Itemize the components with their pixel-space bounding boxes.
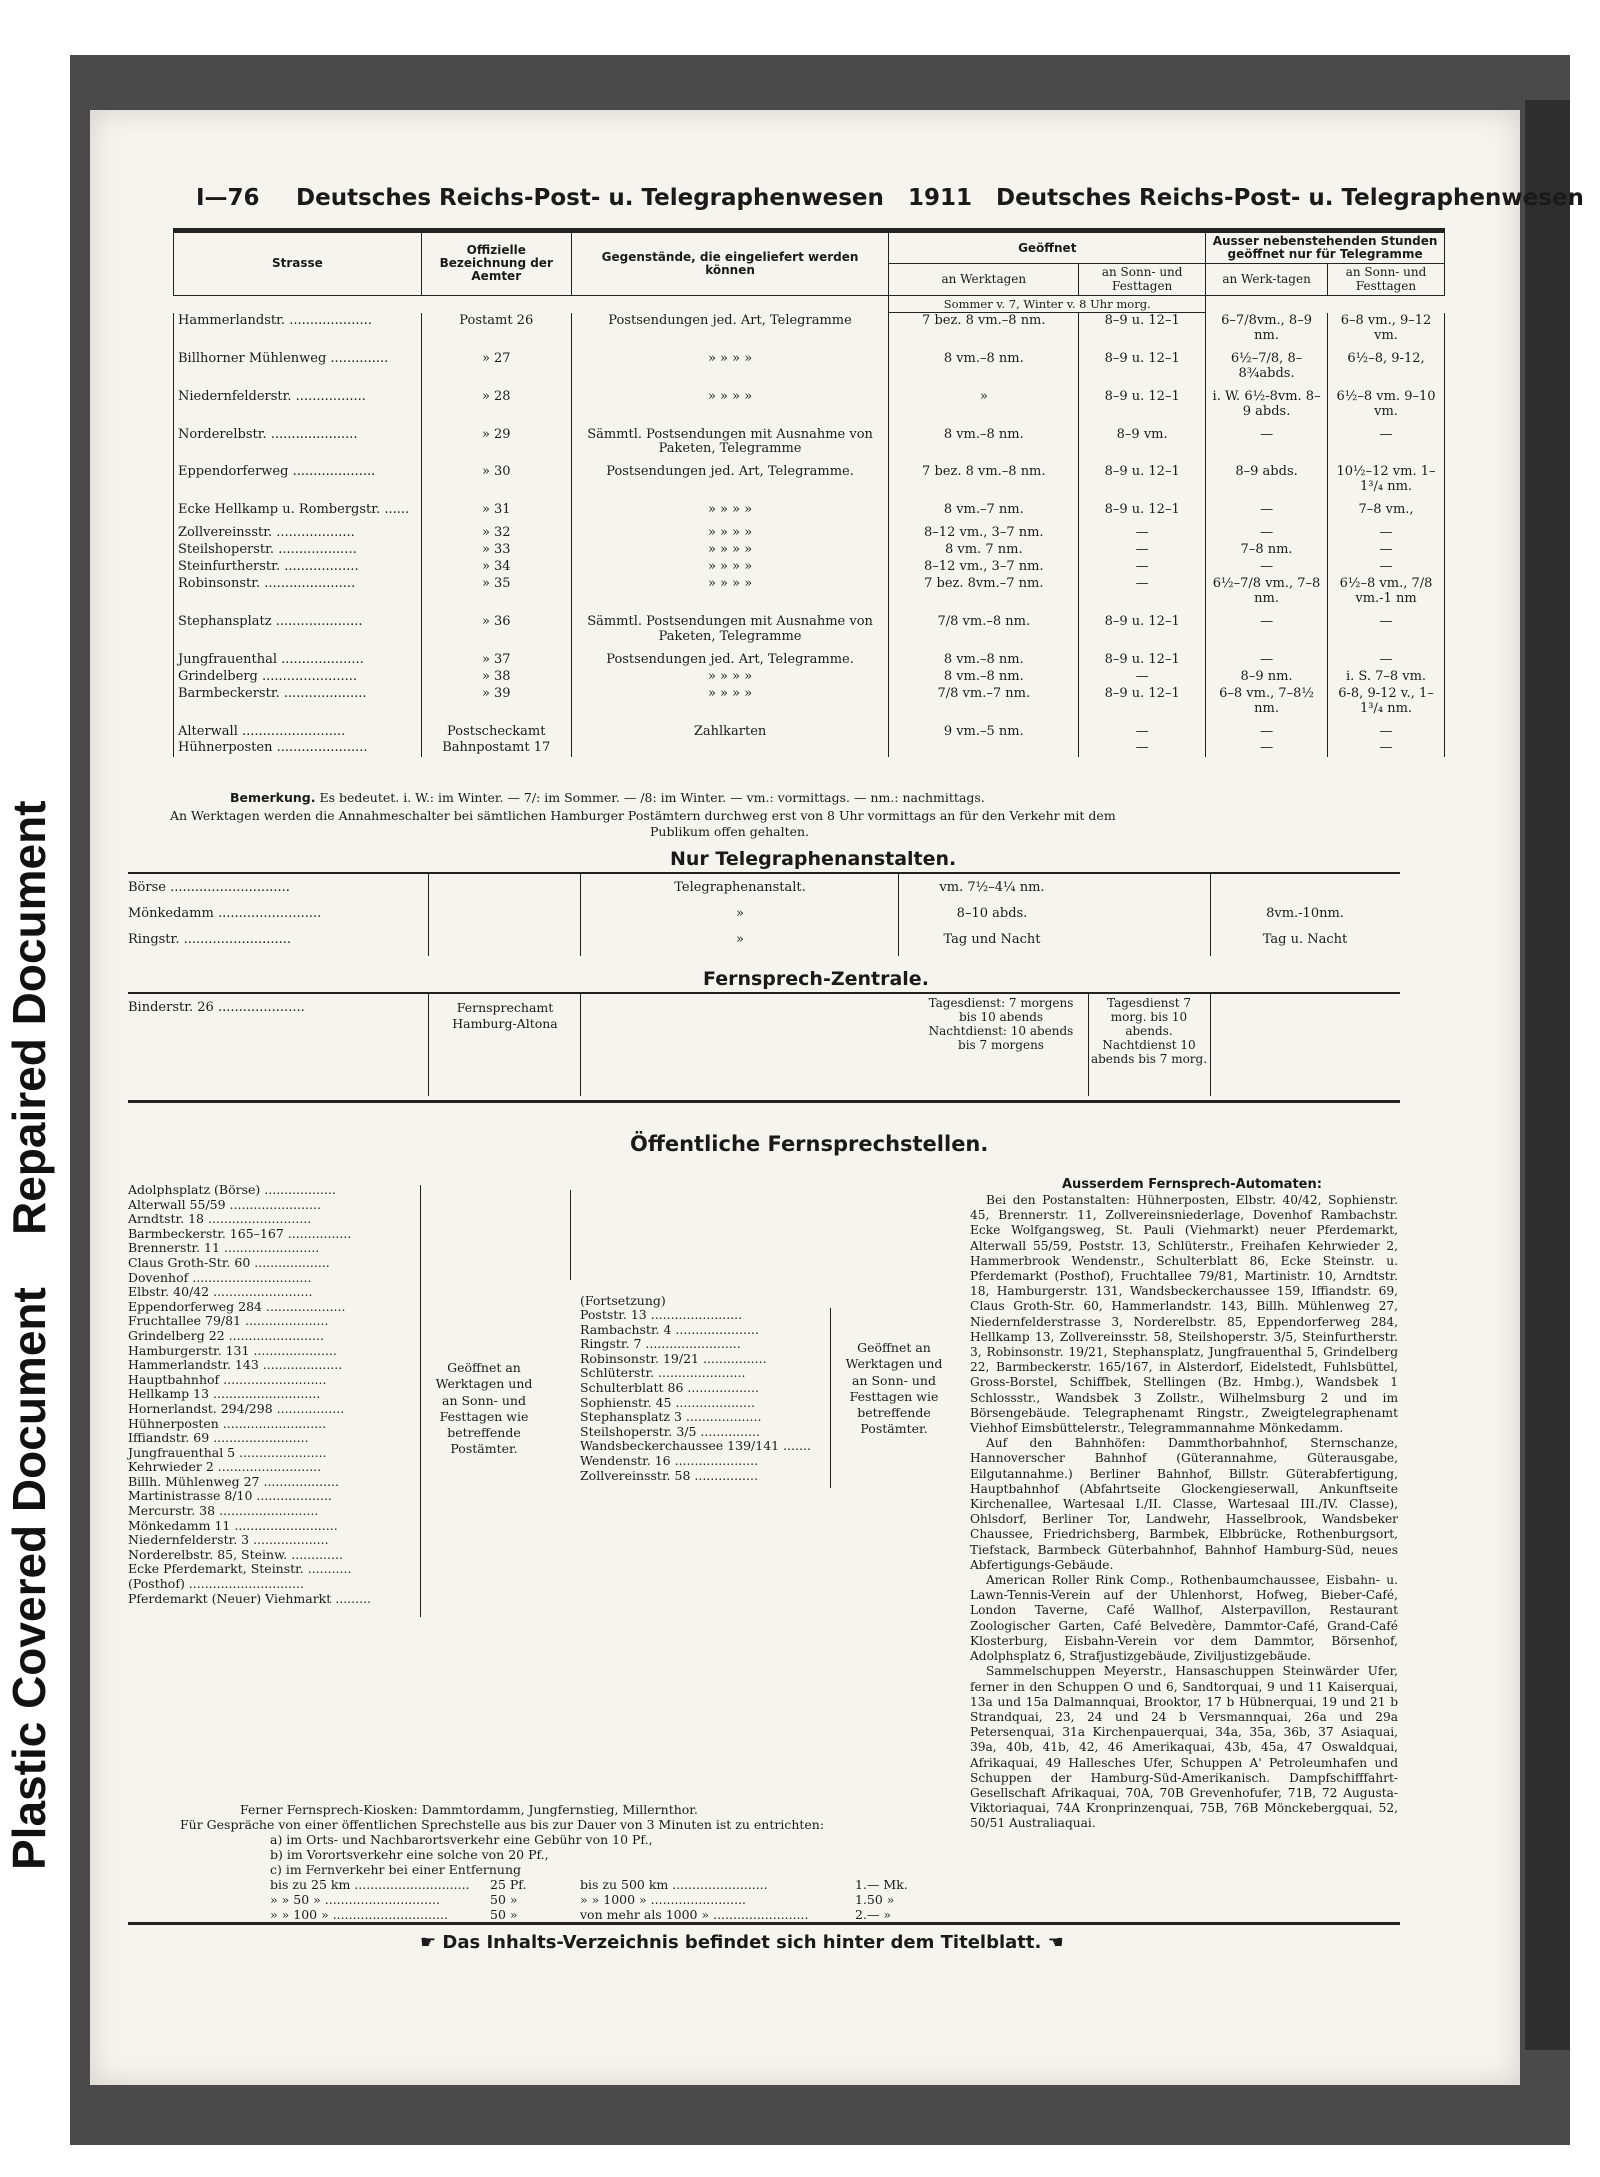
col-sonn: an Sonn- und Festtagen [1079, 264, 1206, 295]
cell-sonn: 8–9 u. 12–1 [1079, 345, 1206, 383]
list-item: Hamburgerstr. 131 ..................... [128, 1342, 337, 1358]
cell-aw: 6–7/8vm., 8–9 nm. [1206, 313, 1328, 345]
cell-werk: » [889, 383, 1079, 421]
cell-amt: » 34 [421, 559, 571, 576]
list-item: Rambachstr. 4 ..................... [580, 1321, 759, 1337]
col-geoeffnet: Geöffnet [889, 233, 1206, 264]
header-right-title: Deutsches Reichs-Post- u. Telegraphenwesen [996, 185, 1584, 211]
list-item: Hammerlandstr. 143 .................... [128, 1357, 343, 1373]
footer-b: b) im Vorortsverkehr eine solche von 20 Pf., [270, 1847, 549, 1862]
cell-strasse: Eppendorferweg .................... [174, 458, 422, 496]
list-item: Ecke Pferdemarkt, Steinstr. ........... [128, 1561, 352, 1577]
cell-gegen: » » » » [571, 383, 889, 421]
cell-werk: 8 vm.–8 nm. [889, 669, 1079, 686]
automaten-bahnhoefe: Auf den Bahnhöfen: Dammthorbahnhof, Sternschanze, Hannoverscher Bahnhof (Güterannahme, Güterausgabe, Eilgutannahme.) Berliner Bahnhof, Billstr. Güterabfertigung, Hauptbahnhof (Abfahrtseite Glockengieserwall, Ankunftseite Kirchenallee, Wartesaal I./II. Classe, Wartesaal III./IV. Classe), Ohlsdorf, Berliner Tor, Landwehr, Hasselbrook, Wandsbeker Chaussee, Friedrichsberg, Barmbek, Elbbrücke, Rothenburgsort, Tiefstack, Barmbeck Güterbahnhof, Bahnhof Hamburg-Süd, neues Abfertigungs-Gebäude. [970, 1436, 1398, 1572]
cell-as: 6½–8, 9-12, [1328, 345, 1445, 383]
list-item: Wandsbeckerchaussee 139/141 ....... [580, 1438, 811, 1454]
cell-aw: — [1206, 519, 1328, 542]
table-row [174, 740, 1445, 757]
oeffentliche-note-1: Geöffnet an Werktagen und an Sonn- und Festtagen wie betreffende Postämter. [435, 1360, 533, 1457]
list-item: Martinistrasse 8/10 ................... [128, 1488, 332, 1504]
cell-sonn: 8–9 vm. [1079, 421, 1206, 459]
cell-amt: » 27 [421, 345, 571, 383]
cell-werk: 8 vm.–8 nm. [889, 421, 1079, 459]
cell-aw: — [1206, 496, 1328, 519]
cell-strasse: Ecke Hellkamp u. Rombergstr. ...... [174, 496, 422, 519]
scan-binding [1525, 100, 1570, 2050]
cell-as: 6–8 vm., 9–12 vm. [1328, 313, 1445, 345]
cell-aw: i. W. 6½-8vm. 8–9 abds. [1206, 383, 1328, 421]
cell-amt: Postamt 26 [421, 313, 571, 345]
zentrale-werk: Tagesdienst: 7 morgens bis 10 abends Nachtdienst: 10 abends bis 7 morgens [928, 996, 1074, 1052]
cell-werk: 7/8 vm.–8 nm. [889, 608, 1079, 646]
list-item: Barmbeckerstr. 165–167 ................ [128, 1225, 352, 1241]
cell-werk: 8 vm.–8 nm. [889, 646, 1079, 669]
cell-as: i. S. 7–8 vm. [1328, 669, 1445, 686]
cell-gegen: Zahlkarten [571, 718, 889, 741]
table-row [174, 542, 1445, 559]
cell-sonn: 8–9 u. 12–1 [1079, 313, 1206, 345]
oeffentliche-list-2 [580, 1308, 811, 1483]
cell-sonn: — [1079, 669, 1206, 686]
table-row [174, 519, 1445, 542]
cell-amt: » 33 [421, 542, 571, 559]
cell-as: 6½–8 vm., 7/8 vm.-1 nm [1328, 576, 1445, 608]
oeffentliche-title: Öffentliche Fernsprechstellen. [630, 1132, 989, 1156]
cell-gegen [571, 740, 889, 757]
list-item: Arndtstr. 18 .......................... [128, 1211, 312, 1227]
cell-as: — [1328, 718, 1445, 741]
page-header [196, 185, 1584, 225]
table-row [174, 686, 1445, 718]
table-row [174, 669, 1445, 686]
list-item: (Posthof) ............................. [128, 1576, 305, 1592]
cell-sonn: 8–9 u. 12–1 [1079, 646, 1206, 669]
cell-werk: 8 vm. 7 nm. [889, 542, 1079, 559]
cell-gegen: » » » » [571, 542, 889, 559]
cell-sonn: 8–9 u. 12–1 [1079, 608, 1206, 646]
pointing-hand-left-icon: ☚ [1041, 1932, 1064, 1953]
list-item: Schlüterstr. ...................... [580, 1365, 746, 1381]
cell-as: — [1328, 646, 1445, 669]
cell-strasse: Robinsonstr. ...................... [174, 576, 422, 608]
col-bezeichnung: Offizielle Bezeichnung der Aemter [421, 233, 571, 296]
side-label-plastic: Plastic Covered Document [3, 1287, 55, 1870]
cell-as: — [1328, 740, 1445, 757]
automaten-title: Ausserdem Fernsprech-Automaten: [1062, 1177, 1322, 1192]
list-item: Kehrwieder 2 .......................... [128, 1459, 322, 1475]
list-item: Ringstr. 7 ........................ [580, 1336, 741, 1352]
cell-werk: 8 vm.–7 nm. [889, 496, 1079, 519]
cell-amt: » 35 [421, 576, 571, 608]
list-item: Billh. Mühlenweg 27 ................... [128, 1473, 339, 1489]
cell-strasse: Steilshoperstr. ................... [174, 542, 422, 559]
cell-strasse: Jungfrauenthal .................... [174, 646, 422, 669]
cell-gegen: Postsendungen jed. Art, Telegramme [571, 313, 889, 345]
table-row [174, 646, 1445, 669]
list-item: Wendenstr. 16 ..................... [580, 1452, 759, 1468]
bemerkung [230, 790, 985, 805]
cell-werk: 7 bez. 8 vm.–8 nm. [889, 313, 1079, 345]
cell-as: 7–8 vm., [1328, 496, 1445, 519]
document-page: I—76 Deutsches Reichs-Post- u. Telegraphenwesen 1911 Deutsches Reichs-Post- u. Telegraphenwesen Strasse Offizielle Bezeichnung der Aemter Gegenstände, die eingeliefert werden können Geöffnet Ausser nebenstehenden Stunden geöffnet nur für Telegramme an Werktagen an Sonn- und Festtagen an Werk-tagen an Sonn- und Festtagen Sommer v. 7, Winter v. 8 Uhr morg. Hammerlandstr. .................... Postamt 26 Postsendungen jed. Art, Telegramme 7 bez. 8 vm.–8 nm. 8–9 u. 12–1 6–7/8vm., 8–9 nm. 6–8 vm., 9–12 vm. Billhorner Mühlenweg .............. » 27 » » » » 8 vm.–8 nm. 8–9 u. 12–1 6½–7/8, 8–8¾abds. 6½–8, 9-12, Niedernfelderstr. ................. » 28 » » » » » 8–9 u. 12–1 i. W. 6½-8vm. 8–9 abds. 6½–8 vm. 9–10 vm. Norderelbstr. ..................... » 29 Sämmtl. Postsendungen mit Ausnahme von Paketen, Telegramme 8 vm.–8 nm. 8–9 vm. — — Eppendorferweg .................... » 30 Postsendungen jed. Art, Telegramme. 7 bez. 8 vm.–8 nm. 8–9 u. 12–1 8–9 abds. 10½–12 vm. 1–1³/₄ nm. Ecke Hellkamp u. Rombergstr. ...... » 31 » » » » 8 vm.–7 nm. 8–9 u. 12–1 — 7–8 vm., Zollvereinsstr. ................... » 32 » » » » 8–12 vm., 3–7 nm. — — — Steilshoperstr. ................... » 33 » » » » 8 vm. 7 nm. — 7–8 nm. — Steinfurtherstr. .................. » 34 » » » » 8–12 vm., 3–7 nm. — — — Robinsonstr. ...................... » 35 » » » » 7 bez. 8vm.–7 nm. — 6½–7/8 vm., 7–8 nm. 6½–8 vm., 7/8 vm.-1 nm Stephansplatz ..................... » 36 Sämmtl. Postsendungen mit Ausnahme von Paketen, Telegramme 7/8 vm.–8 nm. 8–9 u. 12–1 — — Jungfrauenthal .................... » 37 Postsendungen jed. Art, Telegramme. 8 vm.–8 nm. 8–9 u. 12–1 — — Grindelberg ....................... » 38 » » » » 8 vm.–8 nm. — 8–9 nm. i. S. 7–8 vm. Barmbeckerstr. .................... » 39 » » » » 7/8 vm.–7 nm. 8–9 u. 12–1 6–8 vm., 7–8½ nm. 6-8, 9-12 v., 1–1³/₄ nm. Alterwall ......................... Postscheckamt Zahlkarten 9 vm.–5 nm. — — — Hühnerposten ...................... Bahnpostamt 17 — — — Bemerkung. Es bedeutet. i. W.: im Winter. — 7/: im Sommer. — /8: im Winter. — vm.: vormittags. — nm.: nachmittags. An Werktagen werden die Annahmeschalter bei sämtlichen Hamburger Postämtern durchweg erst von 8 Uhr vormittags an für den Verkehr mit dem Publikum offen gehalten. Nur Telegraphenanstalten. Börse ............................. Telegraphenanstalt. vm. 7½–4¼ nm. Mönkedamm ......................... » 8–10 abds. 8vm.-10nm. Ringstr. .......................... » Tag und Nacht Tag u. Nacht Fernsprech-Zentrale. Binderstr. 26 ..................... Fernsprechamt Hamburg-Altona Tagesdienst: 7 morgens bis 10 abends Nachtdienst: 10 abends bis 7 morgens Tagesdienst 7 morg. bis 10 abends. Nachtdienst 10 abends bis 7 morg. Öffentliche Fernsprechstellen. Adolphsplatz (Börse) .................. Alterwall 55/59 ....................... Arndtstr. 18 .......................... Barmbeckerstr. 165–167 ................ Brennerstr. 11 ........................ Claus Groth-Str. 60 ................... Dovenhof .............................. Elbstr. 40/42 ......................... Eppendorferweg 284 .................... Fruchtallee 79/81 ..................... Grindelberg 22 ........................ Hamburgerstr. 131 ..................... Hammerlandstr. 143 .................... Hauptbahnhof .......................... Hellkamp 13 ........................... Hornerlandst. 294/298 ................. Hühnerposten .......................... Iffiandstr. 69 ........................ Jungfrauenthal 5 ...................... Kehrwieder 2 .......................... Billh. Mühlenweg 27 ................... Martinistrasse 8/10 ................... Mercurstr. 38 ......................... Mönkedamm 11 .......................... Niedernfelderstr. 3 ................... Norderelbstr. 85, Steinw. ............. Ecke Pferdemarkt, Steinstr. ........... (Posthof) ............................. Pferdemarkt (Neuer) Viehmarkt ......... Geöffnet an Werktagen und an Sonn- und Festtagen wie betreffende Postämter. (Fortsetzung) Poststr. 13 ....................... Rambachstr. 4 ..................... Ringstr. 7 ........................ Robinsonstr. 19/21 ................ Schlüterstr. ...................... Schulterblatt 86 .................. Sophienstr. 45 .................... Stephansplatz 3 ................... Steilshoperstr. 3/5 ............... Wandsbeckerchaussee 139/141 ....... Wendenstr. 16 ..................... Zollvereinsstr. 58 ................ Geöffnet an Werktagen und an Sonn- und Festtagen wie betreffende Postämter. Ausserdem Fernsprech-Automaten: Bei den Postanstalten: Hühnerposten, Elbstr. 40/42, Sophienstr. 45, Brennerstr. 11, Zollvereinsniederlage, Dovenhof Rambachstr. Ecke Wolfgangsweg, St. Pauli (Viehmarkt) neuer Pferdemarkt, Alterwall 55/59, Poststr. 13, Schlüterstr., Freihafen Kehrwieder 2, Hammerbrook Wendenstr., Schulterblatt 86, Ecke Steinstr. u. Pferdemarkt (Posthof), Fruchtallee 79/81, Martinistr. 10, Arndtstr. 18, Hamburgerstr. 131, Wandsbeckerchaussee 159, Iffiandstr. 69, Claus Groth-Str. 60, Hammerlandstr. 143, Billh. Mühlenweg 27, Niedernfelderstrasse 3, Norderelbstr. 85, Eppendorferweg 284, Hellkamp 13, Zollvereinsstr. 58, Steilshoperstr. 3/5, Steinfurtherstr. 3, Robinsonstr. 19/21, Stephansplatz, Jungfrauenthal 5, Grindelberg 22, Barmbeckerstr. 165/167, in Alsterdorf, Eidelstedt, Fuhlsbüttel, Gross-Borstel, Schiffbek, Stellingen (Bz. Hmbg.), Wandsbek 1 Schlossstr., Wandsbek 3 Zollstr., Wilhelmsburg 2 und im Börsengebäude. Telegraphenamt Ringstr., Zweigtelegraphenamt Viehhof Eimsbüttelerstr., Telegrammannahme Mönkedamm. Auf den Bahnhöfen: Dammthorbahnhof, Sternschanze, Hannoverscher Bahnhof (Güterannahme, Güterausgabe, Eilgutannahme.) Berliner Bahnhof, Billstr. Güterabfertigung, Hauptbahnhof (Abfahrtseite Glockengieserwall, Ankunftseite Kirchenallee, Wartesaal I./II. Classe, Wartesaal III./IV. Classe), Ohlsdorf, Berliner Tor, Landwehr, Hasselbrook, Wandsbeker Chaussee, Friedrichsberg, Barmbek, Elbbrücke, Rothenburgsort, Tiefstack, Barmbeck Güterbahnhof, Bahnhof Hamburg-Süd, neues Abfertigungs-Gebäude. American Roller Rink Comp., Rothenbaumchaussee, Eisbahn- u. Lawn-Tennis-Verein auf der Uhlenhorst, Hofweg, Bieber-Café, London Taverne, Café Wallhof, Alsterpavillon, Restaurant Zoologischer Garten, Café Belvedère, Dammtor-Café, Grand-Café Klosterburg, Eisbahn-Verein vor dem Dammtor, Börsenhof, Adolphsplatz 6, Strafjustizgebäude, Ziviljustizgebäude. Sammelschuppen Meyerstr., Hansaschuppen Steinwärder Ufer, ferner in den Schuppen O und 6, Sandtorquai, 9 und 11 Kaiserquai, 13a und 15a Dalmannquai, Brooktor, 17 b Hübnerquai, 19 und 21 b Strandquai, 23, 24 und 24 b Versmannquai, 26a und 29a Petersenquai, 31a Kirchenpauerquai, 34a, 35a, 36b, 37 Asiaquai, 39a, 40b, 41b, 42, 46 Amerikaquai, 43b, 45a, 47 Oswaldquai, Afrikaquai, 49 Hallesches Ufer, Schuppen A' Petroleumhafen und Schuppen der Hamburg-Süd-Amerikanisch. Dampfschifffahrt-Gesellschaft Afrikaquai, 70A, 70B Grevenhofufer, 71B, 72 Augusta-Viktoriaquai, 74A Kronprinzenquai, 75B, 76B Mönckebergquai, 52, 50/51 Australiaquai. Ferner Fernsprech-Kiosken: Dammtordamm, Jungfernstieg, Millernthor. Für Gespräche von einer öffentlichen Sprechstelle aus bis zur Dauer von 3 Minuten ist zu entrichten: a) im Orts- und Nachbarortsverkehr eine Gebühr von 10 Pf., b) im Vorortsverkehr eine solche von 20 Pf., c) im Fernverkehr bei einer Entfernung bis zu 25 km ............................. 25 Pf. bis zu 500 km ........................ 1.— Mk. » » 50 » ............................. 50 » » » 1000 » ........................ 1.50 » » » 100 » ............................. 50 » von mehr als 1000 » ........................ 2.— » ☛ Das Inhalts-Verzeichnis befindet sich hinter dem Titelblatt. ☚ [90, 110, 1520, 2085]
list-item: Mercurstr. 38 ......................... [128, 1503, 319, 1519]
automaten-text [970, 1193, 1398, 1832]
footer-kiosk: Ferner Fernsprech-Kiosken: Dammtordamm, Jungfernstieg, Millernthor. [240, 1802, 698, 1817]
list-item: Grindelberg 22 ........................ [128, 1327, 325, 1343]
cell-sonn: 8–9 u. 12–1 [1079, 383, 1206, 421]
list-item: Zollvereinsstr. 58 ................ [580, 1467, 758, 1483]
bemerkung-line2: An Werktagen werden die Annahmeschalter bei sämtlichen Hamburger Postämtern durchweg erst von 8 Uhr vormittags an für den Verkehr mit dem [170, 808, 1116, 823]
cell-gegen: » » » » [571, 686, 889, 718]
list-item: Stephansplatz 3 ................... [580, 1409, 762, 1425]
cell-aw: — [1206, 559, 1328, 576]
cell-sonn: — [1079, 519, 1206, 542]
table-row [174, 313, 1445, 345]
cell-strasse: Hühnerposten ...................... [174, 740, 422, 757]
cell-aw: 8–9 abds. [1206, 458, 1328, 496]
cell-sonn: — [1079, 740, 1206, 757]
col-zeit: Sommer v. 7, Winter v. 8 Uhr morg. [889, 295, 1206, 313]
cell-as: — [1328, 559, 1445, 576]
list-item: Adolphsplatz (Börse) .................. [128, 1182, 336, 1197]
cell-amt: » 32 [421, 519, 571, 542]
cell-aw: 8–9 nm. [1206, 669, 1328, 686]
list-item: Hornerlandst. 294/298 ................. [128, 1400, 345, 1416]
footer-a: a) im Orts- und Nachbarortsverkehr eine Gebühr von 10 Pf., [270, 1832, 653, 1847]
telegraph-title: Nur Telegraphenanstalten. [670, 848, 957, 870]
table-row [174, 421, 1445, 459]
list-item: Hühnerposten .......................... [128, 1415, 327, 1431]
cell-gegen: Sämmtl. Postsendungen mit Ausnahme von Paketen, Telegramme [571, 421, 889, 459]
cell-aw: 6½–7/8 vm., 7–8 nm. [1206, 576, 1328, 608]
oeffentliche-list-1 [128, 1183, 371, 1606]
cell-strasse: Hammerlandstr. .................... [174, 313, 422, 345]
cell-strasse: Stephansplatz ..................... [174, 608, 422, 646]
col-werktagen: an Werktagen [889, 264, 1079, 295]
cell-aw: — [1206, 608, 1328, 646]
cell-sonn: — [1079, 542, 1206, 559]
cell-as: — [1328, 421, 1445, 459]
cell-sonn: — [1079, 576, 1206, 608]
list-item: Hellkamp 13 ........................... [128, 1386, 321, 1402]
list-item: Brennerstr. 11 ........................ [128, 1240, 320, 1256]
list-item: Steilshoperstr. 3/5 ............... [580, 1423, 761, 1439]
automaten-schuppen: Sammelschuppen Meyerstr., Hansaschuppen Steinwärder Ufer, ferner in den Schuppen O und 6, Sandtorquai, 9 und 11 Kaiserquai, 13a und 15a Dalmannquai, Brooktor, 17 b Hübnerquai, 19 und 21 b Strandquai, 23, 24 und 24 b Versmannquai, 26a und 29a Petersenquai, 31a Kirchenpauerquai, 34a, 35a, 36b, 37 Asiaquai, 39a, 40b, 41b, 42, 46 Amerikaquai, 43b, 45a, 47 Oswaldquai, Afrikaquai, 49 Hallesches Ufer, Schuppen A' Petroleumhafen und Schuppen der Hamburg-Süd-Amerikanisch. Dampfschifffahrt-Gesellschaft Afrikaquai, 70A, 70B Grevenhofufer, 71B, 72 Augusta-Viktoriaquai, 74A Kronprinzenquai, 75B, 76B Mönckebergquai, 52, 50/51 Australiaquai. [970, 1664, 1398, 1831]
table-row [174, 608, 1445, 646]
cell-gegen: Sämmtl. Postsendungen mit Ausnahme von Paketen, Telegramme [571, 608, 889, 646]
cell-werk: 8–12 vm., 3–7 nm. [889, 559, 1079, 576]
list-item: Mönkedamm 11 .......................... [128, 1517, 338, 1533]
cell-as: — [1328, 608, 1445, 646]
col-ausser-werk: an Werk-tagen [1206, 264, 1328, 295]
bemerkung-text: Es bedeutet. i. W.: im Winter. — 7/: im Sommer. — /8: im Winter. — vm.: vormittags. — nm.: nachmittags. [319, 790, 985, 805]
cell-gegen: » » » » [571, 559, 889, 576]
cell-as: 6½–8 vm. 9–10 vm. [1328, 383, 1445, 421]
cell-aw: 7–8 nm. [1206, 542, 1328, 559]
cell-strasse: Billhorner Mühlenweg .............. [174, 345, 422, 383]
cell-strasse: Barmbeckerstr. .................... [174, 686, 422, 718]
cell-amt: » 37 [421, 646, 571, 669]
header-year: 1911 [908, 185, 973, 211]
cell-werk: 8 vm.–8 nm. [889, 345, 1079, 383]
cell-gegen: Postsendungen jed. Art, Telegramme. [571, 646, 889, 669]
table-row [174, 345, 1445, 383]
cell-amt: Bahnpostamt 17 [421, 740, 571, 757]
cell-aw: — [1206, 646, 1328, 669]
cell-aw: 6½–7/8, 8–8¾abds. [1206, 345, 1328, 383]
automaten-postanstalten: Bei den Postanstalten: Hühnerposten, Elbstr. 40/42, Sophienstr. 45, Brennerstr. 11, Zollvereinsniederlage, Dovenhof Rambachstr. Ecke Wolfgangsweg, St. Pauli (Viehmarkt) neuer Pferdemarkt, Alterwall 55/59, Poststr. 13, Schlüterstr., Freihafen Kehrwieder 2, Hammerbrook Wendenstr., Schulterblatt 86, Ecke Steinstr. u. Pferdemarkt (Posthof), Fruchtallee 79/81, Martinistr. 10, Arndtstr. 18, Hamburgerstr. 131, Wandsbeckerchaussee 159, Iffiandstr. 69, Claus Groth-Str. 60, Hammerlandstr. 143, Billh. Mühlenweg 27, Niedernfelderstrasse 3, Norderelbstr. 85, Eppendorferweg 284, Hellkamp 13, Zollvereinsstr. 58, Steilshoperstr. 3/5, Steinfurtherstr. 3, Robinsonstr. 19/21, Stephansplatz, Jungfrauenthal 5, Grindelberg 22, Barmbeckerstr. 165/167, in Alsterdorf, Eidelstedt, Fuhlsbüttel, Gross-Borstel, Schiffbek, Stellingen (Bz. Hmbg.), Wandsbek 1 Schlossstr., Wandsbek 3 Zollstr., Wilhelmsburg 2 und im Börsengebäude. Telegraphenamt Ringstr., Zweigtelegraphenamt Viehhof Eimsbüttelerstr., Telegrammannahme Mönkedamm. [970, 1193, 1398, 1436]
list-item: Schulterblatt 86 .................. [580, 1379, 759, 1395]
cell-aw: — [1206, 421, 1328, 459]
zentrale-strasse: Binderstr. 26 ..................... [128, 1000, 305, 1015]
list-item: Claus Groth-Str. 60 ................... [128, 1254, 330, 1270]
scan-sidebar [0, 0, 60, 2177]
cell-werk: 7 bez. 8vm.–7 nm. [889, 576, 1079, 608]
cell-amt: » 28 [421, 383, 571, 421]
col-strasse: Strasse [174, 233, 422, 296]
cell-amt: » 29 [421, 421, 571, 459]
list-item: Norderelbstr. 85, Steinw. ............. [128, 1546, 343, 1562]
list-item: Sophienstr. 45 .................... [580, 1394, 755, 1410]
col-gegenstaende: Gegenstände, die eingeliefert werden können [571, 233, 889, 296]
list-item: Elbstr. 40/42 ......................... [128, 1284, 313, 1300]
cell-gegen: » » » » [571, 345, 889, 383]
cell-gegen: » » » » [571, 496, 889, 519]
cell-strasse: Grindelberg ....................... [174, 669, 422, 686]
zentrale-bottom-rule [128, 1100, 1400, 1103]
list-item: Jungfrauenthal 5 ...................... [128, 1444, 327, 1460]
oeffentliche-note-2: Geöffnet an Werktagen und an Sonn- und Festtagen wie betreffende Postämter. [845, 1340, 943, 1437]
footer-gebuehr: Für Gespräche von einer öffentlichen Sprechstelle aus bis zur Dauer von 3 Minuten ist zu entrichten: [180, 1817, 825, 1832]
cell-aw: — [1206, 718, 1328, 741]
cell-gegen: Postsendungen jed. Art, Telegramme. [571, 458, 889, 496]
cell-amt: » 30 [421, 458, 571, 496]
cell-gegen: » » » » [571, 576, 889, 608]
list-item: Alterwall 55/59 ....................... [128, 1196, 321, 1212]
list-item: Hauptbahnhof .......................... [128, 1371, 327, 1387]
list-item: Fruchtallee 79/81 ..................... [128, 1313, 329, 1329]
table-row [174, 383, 1445, 421]
fortsetzung-label: (Fortsetzung) [580, 1293, 666, 1308]
cell-as: 6-8, 9-12 v., 1–1³/₄ nm. [1328, 686, 1445, 718]
cell-werk [889, 740, 1079, 757]
cell-sonn: 8–9 u. 12–1 [1079, 686, 1206, 718]
header-left-title: Deutsches Reichs-Post- u. Telegraphenwesen [296, 185, 884, 211]
cell-sonn: — [1079, 718, 1206, 741]
cell-werk: 8–12 vm., 3–7 nm. [889, 519, 1079, 542]
cell-strasse: Alterwall ......................... [174, 718, 422, 741]
zentrale-amt: Fernsprechamt Hamburg-Altona [452, 1000, 558, 1032]
list-item: Poststr. 13 ....................... [580, 1307, 743, 1322]
table-row [174, 559, 1445, 576]
table-row [174, 718, 1445, 741]
side-label-repaired: Repaired Document [3, 800, 55, 1235]
cell-strasse: Norderelbstr. ..................... [174, 421, 422, 459]
cell-as: — [1328, 542, 1445, 559]
list-item: Niedernfelderstr. 3 ................... [128, 1532, 329, 1548]
footer-c: c) im Fernverkehr bei einer Entfernung [270, 1862, 522, 1877]
cell-strasse: Steinfurtherstr. .................. [174, 559, 422, 576]
cell-amt: » 36 [421, 608, 571, 646]
automaten-lokale: American Roller Rink Comp., Rothenbaumchaussee, Eisbahn- u. Lawn-Tennis-Verein auf der Uhlenhorst, Hofweg, Bieber-Café, London Taverne, Café Wallhof, Alsterpavillon, Restaurant Zoologischer Garten, Café Belvedère, Dammtor-Café, Grand-Café Klosterburg, Eisbahn-Verein vor dem Dammtor, Börsenhof, Adolphsplatz 6, Strafjustizgebäude, Ziviljustizgebäude. [970, 1573, 1398, 1664]
cell-werk: 9 vm.–5 nm. [889, 718, 1079, 741]
cell-sonn: 8–9 u. 12–1 [1079, 458, 1206, 496]
list-item: Iffiandstr. 69 ........................ [128, 1430, 309, 1446]
col-ausser-sonn: an Sonn- und Festtagen [1328, 264, 1445, 295]
footer-verzeichnis: ☛ Das Inhalts-Verzeichnis befindet sich hinter dem Titelblatt. ☚ [420, 1932, 1064, 1953]
table-row [174, 496, 1445, 519]
list-item: Dovenhof .............................. [128, 1269, 312, 1285]
cell-as: 10½–12 vm. 1–1³/₄ nm. [1328, 458, 1445, 496]
pointing-hand-icon: ☛ [420, 1932, 443, 1953]
bemerkung-line3: Publikum offen gehalten. [650, 824, 810, 839]
cell-gegen: » » » » [571, 519, 889, 542]
cell-aw: — [1206, 740, 1328, 757]
post-offices-table [173, 232, 1445, 757]
col-ausser: Ausser nebenstehenden Stunden geöffnet nur für Telegramme [1206, 233, 1445, 264]
cell-sonn: — [1079, 559, 1206, 576]
cell-strasse: Zollvereinsstr. ................... [174, 519, 422, 542]
footer-rule [128, 1922, 1400, 1925]
zentrale-sonn: Tagesdienst 7 morg. bis 10 abends. Nachtdienst 10 abends bis 7 morg. [1090, 996, 1208, 1066]
bemerkung-label: Bemerkung. [230, 790, 316, 805]
list-item: Robinsonstr. 19/21 ................ [580, 1350, 767, 1366]
page-number: I—76 [196, 185, 260, 211]
cell-amt: » 39 [421, 686, 571, 718]
zentrale-title: Fernsprech-Zentrale. [703, 968, 929, 990]
cell-sonn: 8–9 u. 12–1 [1079, 496, 1206, 519]
cell-strasse: Niedernfelderstr. ................. [174, 383, 422, 421]
table-row [174, 576, 1445, 608]
list-item: Pferdemarkt (Neuer) Viehmarkt ......... [128, 1590, 372, 1606]
cell-amt: » 31 [421, 496, 571, 519]
cell-as: — [1328, 519, 1445, 542]
cell-werk: 7 bez. 8 vm.–8 nm. [889, 458, 1079, 496]
table-row [174, 458, 1445, 496]
cell-amt: Postscheckamt [421, 718, 571, 741]
list-item: Eppendorferweg 284 .................... [128, 1298, 346, 1314]
cell-werk: 7/8 vm.–7 nm. [889, 686, 1079, 718]
cell-aw: 6–8 vm., 7–8½ nm. [1206, 686, 1328, 718]
cell-gegen: » » » » [571, 669, 889, 686]
cell-amt: » 38 [421, 669, 571, 686]
